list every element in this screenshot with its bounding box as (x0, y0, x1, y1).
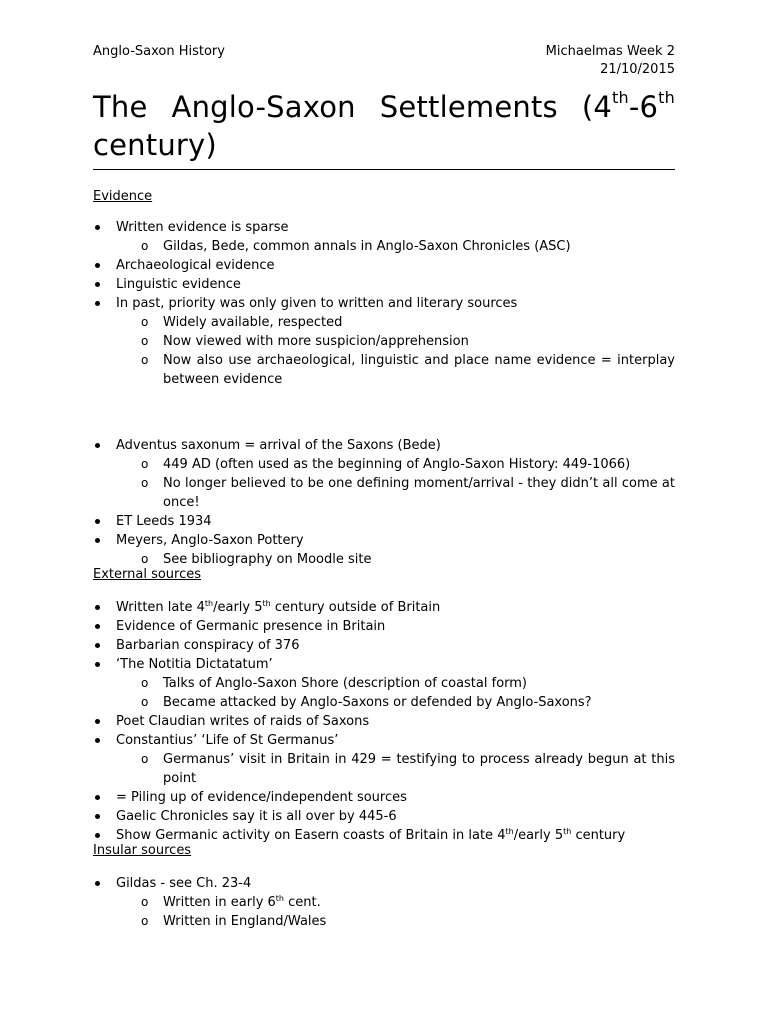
list-item: Archaeological evidence (93, 256, 675, 275)
external-sources-list (93, 598, 675, 845)
sub-list-item: o See bibliography on Moodle site (116, 550, 675, 569)
list-item: ET Leeds 1934 (93, 512, 675, 531)
sub-list-item: o Written in England/Wales (116, 912, 675, 931)
list-item: Linguistic evidence (93, 275, 675, 294)
sub-list-item: o Germanus’ visit in Britain in 429 = testifying to process already begun at this point (116, 750, 675, 788)
list-item: In past, priority was only given to written and literary sources o Widely available, respected o Now viewed with more suspicion/apprehension o Now also use archaeological, linguistic and place name evidence = interplay between evidence (93, 294, 675, 389)
sub-list-item: o Gildas, Bede, common annals in Anglo-Saxon Chronicles (ASC) (116, 237, 675, 256)
list-item: Meyers, Anglo-Saxon Pottery o See bibliography on Moodle site (93, 531, 675, 569)
list-item: Constantius’ ‘Life of St Germanus’ o Germanus’ visit in Britain in 429 = testifying to process already begun at this point (93, 731, 675, 788)
sub-list-item: o Written in early 6th cent. (116, 893, 675, 912)
course-title: Anglo-Saxon History (93, 44, 225, 59)
title-rule (93, 169, 675, 170)
sub-list-item: o 449 AD (often used as the beginning of Anglo-Saxon History: 449-1066) (116, 455, 675, 474)
external-sources-heading: External sources (93, 567, 202, 582)
date-label: 21/10/2015 (600, 62, 675, 77)
adventus-list (93, 436, 675, 569)
list-item: Gildas - see Ch. 23-4 o Written in early 6th cent. o Written in England/Wales (93, 874, 675, 931)
list-item: Written evidence is sparse o Gildas, Bede, common annals in Anglo-Saxon Chronicles (ASC) (93, 218, 675, 256)
list-item: Adventus saxonum = arrival of the Saxons (Bede) o 449 AD (often used as the beginning of Anglo-Saxon History: 449-1066) o No longer believed to be one defining moment/arrival - they didn’t all come at once! (93, 436, 675, 512)
list-item: Barbarian conspiracy of 376 (93, 636, 675, 655)
evidence-heading: Evidence (93, 189, 153, 204)
document-title: The Anglo-Saxon Settlements (4th-6th century) (93, 88, 675, 162)
sub-list-item: o Now viewed with more suspicion/apprehension (116, 332, 675, 351)
insular-sources-list (93, 874, 675, 931)
list-item: Evidence of Germanic presence in Britain (93, 617, 675, 636)
evidence-list (93, 218, 675, 389)
list-item: Gaelic Chronicles say it is all over by 445-6 (93, 807, 675, 826)
list-item: Poet Claudian writes of raids of Saxons (93, 712, 675, 731)
sub-list-item: o Became attacked by Anglo-Saxons or defended by Anglo-Saxons? (116, 693, 675, 712)
term-label: Michaelmas Week 2 (545, 44, 675, 59)
list-item: ‘The Notitia Dictatatum’ o Talks of Anglo-Saxon Shore (description of coastal form) o Became attacked by Anglo-Saxons or defended by Anglo-Saxons? (93, 655, 675, 712)
list-item: = Piling up of evidence/independent sources (93, 788, 675, 807)
list-item: Show Germanic activity on Easern coasts of Britain in late 4th/early 5th century (93, 826, 675, 845)
sub-list-item: o No longer believed to be one defining moment/arrival - they didn’t all come at once! (116, 474, 675, 512)
sub-list-item: o Now also use archaeological, linguistic and place name evidence = interplay between evidence (116, 351, 675, 389)
list-item: Written late 4th/early 5th century outside of Britain (93, 598, 675, 617)
sub-list-item: o Widely available, respected (116, 313, 675, 332)
term-and-date (546, 43, 675, 79)
insular-sources-heading: Insular sources (93, 843, 192, 858)
sub-list-item: o Talks of Anglo-Saxon Shore (description of coastal form) (116, 674, 675, 693)
